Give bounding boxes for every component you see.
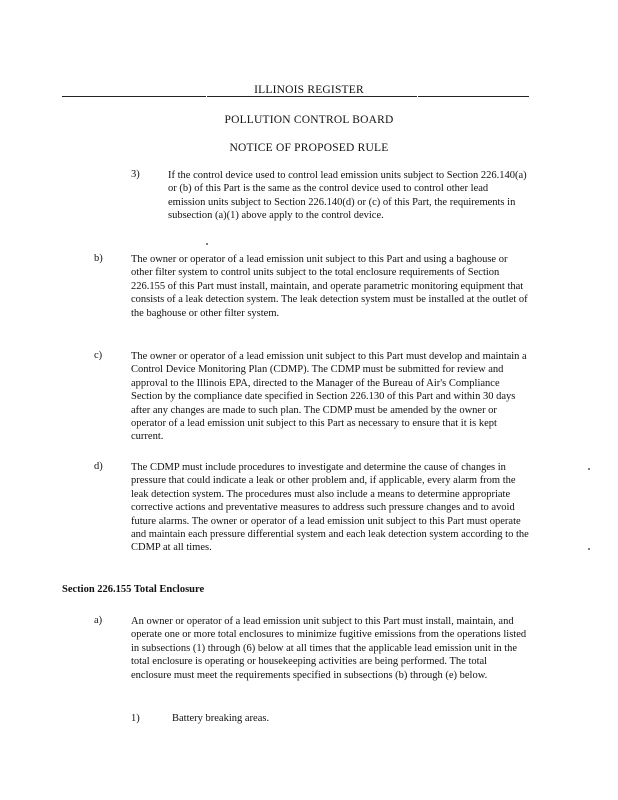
register-title: ILLINOIS REGISTER xyxy=(254,84,364,96)
item-d-label: d) xyxy=(94,461,103,472)
scan-speck xyxy=(588,468,590,470)
section-a1-text: Battery breaking areas. xyxy=(172,713,270,724)
section-heading: Section 226.155 Total Enclosure xyxy=(62,584,205,595)
scan-speck xyxy=(206,243,208,245)
item-c-text: The owner or operator of a lead emission unit subject to this Part must develop and maintain a Control Device Monitoring Plan (CDMP). The CDMP must be submitted for review and approval to the Illinois EPA, directed to the Manager of the Bureau of Air's Compliance Section by the compliance date specified in Section 226.130 of this Part and within 30 days after any changes are made to such plan. The CDMP must be amended by the owner or operator of a lead emission unit subject to this Part as necessary to ensure that it is kept current. xyxy=(131,351,527,443)
scan-speck xyxy=(588,548,590,550)
section-a-label: a) xyxy=(94,615,103,626)
item-b-text: The owner or operator of a lead emission unit subject to this Part and using a baghouse or other filter system to control units subject to the total enclosure requirements of Section 226.155 of this Part must install, maintain, and operate parametric monitoring equipment that consists of a leak detection system. The leak detection system must be installed at the outlet of the baghouse or other filter system. xyxy=(131,254,528,319)
board-title: POLLUTION CONTROL BOARD xyxy=(224,114,394,126)
section-a-text: An owner or operator of a lead emission unit subject to this Part must install, maintain, and operate one or more total enclosures to minimize fugitive emissions from the operations listed in subsections (1) through (6) below at all times that the applicable lead emission unit in the total enclosure is operating or housekeeping activities are being performed. The total enclosure must meet the requirements specified in subsections (b) through (e) below. xyxy=(131,616,527,681)
header-rule-left xyxy=(62,96,206,97)
item-c-label: c) xyxy=(94,350,103,361)
item-a3-label: 3) xyxy=(131,169,140,180)
notice-title: NOTICE OF PROPOSED RULE xyxy=(229,142,389,154)
header-rule-center xyxy=(207,96,417,97)
item-d-text: The CDMP must include procedures to investigate and determine the cause of changes in pressure that could indicate a leak or other problem and, if applicable, every alarm from the leak detection system. The procedures must also include a means to determine appropriate corrective actions and preventative measures to address such pressure changes and to avoid future alarms. The owner or operator of a lead emission unit subject to this Part must operate and maintain each pressure differential system and each leak detection system according to the CDMP at all times. xyxy=(131,462,529,554)
section-a1-label: 1) xyxy=(131,713,140,724)
item-b-label: b) xyxy=(94,253,103,264)
item-a3-text: If the control device used to control lead emission units subject to Section 226.140(a) or (b) of this Part is the same as the control device used to control other lead emission units subject to Section 226.140(d) or (c) of this Part, the requirements in subsection (a)(1) above apply to the control device. xyxy=(168,170,527,222)
header-rule-right xyxy=(418,96,529,97)
